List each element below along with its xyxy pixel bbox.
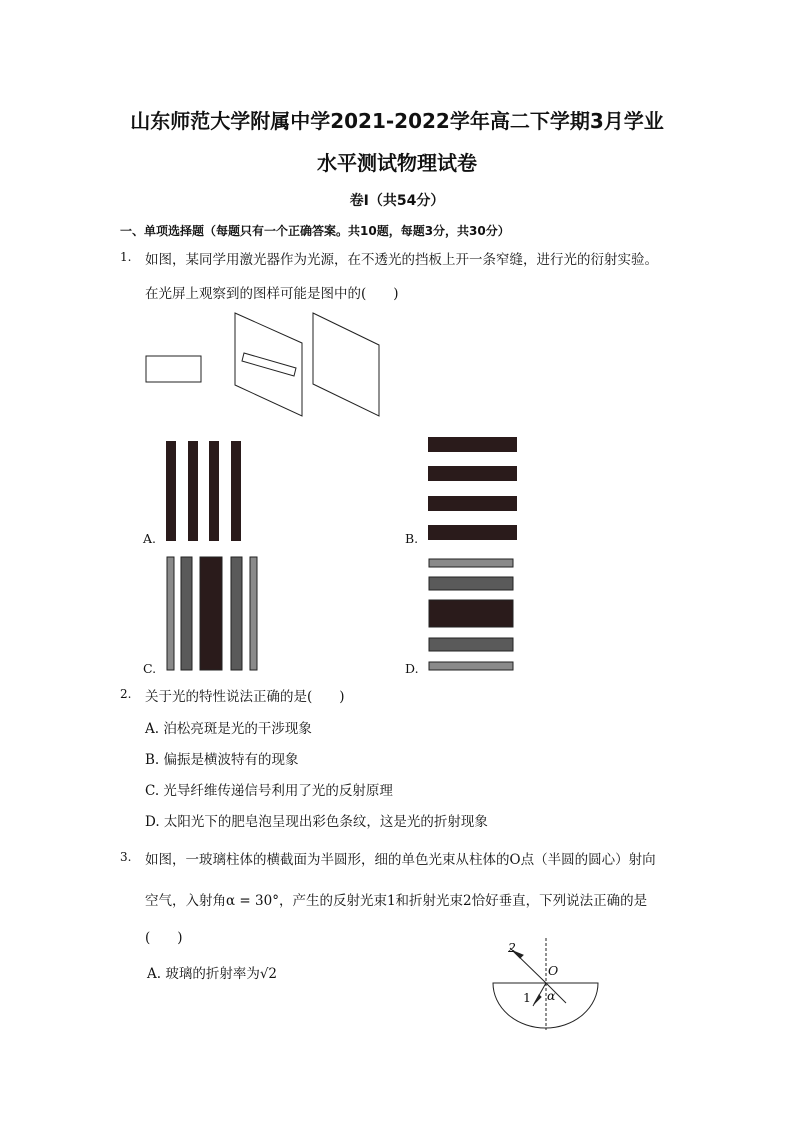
q3-label-angle-alpha: α: [547, 988, 556, 1003]
option-a-label: A.: [143, 531, 157, 546]
option-b-label: B.: [405, 531, 419, 546]
q3-label-beam-1: 1: [523, 990, 531, 1005]
screen: [313, 313, 379, 416]
option-c-label: C.: [143, 661, 157, 676]
q2-option-b: B. 偏振是横波特有的现象: [145, 752, 299, 768]
option-a-pattern: [166, 441, 241, 541]
exam-title-line-1: 山东师范大学附属中学2021-2022学年高二下学期3月学业: [130, 109, 664, 133]
q3-stem-line-3: ( ): [145, 930, 183, 946]
q2-option-a: A. 泊松亮斑是光的干涉现象: [145, 721, 312, 737]
option-d-label: D.: [405, 661, 419, 676]
q2-option-d: D. 太阳光下的肥皂泡呈现出彩色条纹，这是光的折射现象: [145, 814, 488, 830]
q3-label-beam-2: 2: [508, 940, 516, 955]
q3-option-a: A. 玻璃的折射率为√2: [147, 966, 278, 982]
q1-setup-diagram: [146, 313, 379, 416]
option-d-pattern: [429, 559, 513, 670]
slit-plate: [235, 313, 302, 416]
q3-stem-line-1: 如图，一玻璃柱体的横截面为半圆形，细的单色光束从柱体的O点（半圆的圆心）射向: [145, 852, 656, 868]
q2-option-c: C. 光导纤维传递信号利用了光的反射原理: [145, 783, 393, 799]
q1-stem-line-1: 如图，某同学用激光器作为光源，在不透光的挡板上开一条窄缝，进行光的衍射实验。: [145, 252, 658, 268]
section-heading: 一、单项选择题（每题只有一个正确答案。共10题，每题3分，共30分）: [120, 224, 510, 238]
slit: [242, 353, 296, 376]
q3-stem-line-2: 空气，入射角α = 30°，产生的反射光束1和折射光束2恰好垂直，下列说法正确的是: [145, 893, 648, 909]
q2-stem: 关于光的特性说法正确的是( ): [145, 689, 345, 705]
q2-number: 2.: [120, 687, 132, 701]
q3-number: 3.: [120, 850, 132, 864]
q1-stem-line-2: 在光屏上观察到的图样可能是图中的( ): [145, 286, 399, 302]
laser-source: [146, 356, 201, 382]
exam-title-line-2: 水平测试物理试卷: [317, 151, 477, 175]
paper-subtitle: 卷Ⅰ（共54分）: [349, 193, 445, 209]
arrow-icon: [534, 995, 541, 1004]
q3-label-point-o: O: [548, 963, 559, 978]
q1-number: 1.: [120, 250, 132, 264]
option-c-pattern: [167, 557, 257, 670]
option-b-pattern: [428, 437, 517, 540]
